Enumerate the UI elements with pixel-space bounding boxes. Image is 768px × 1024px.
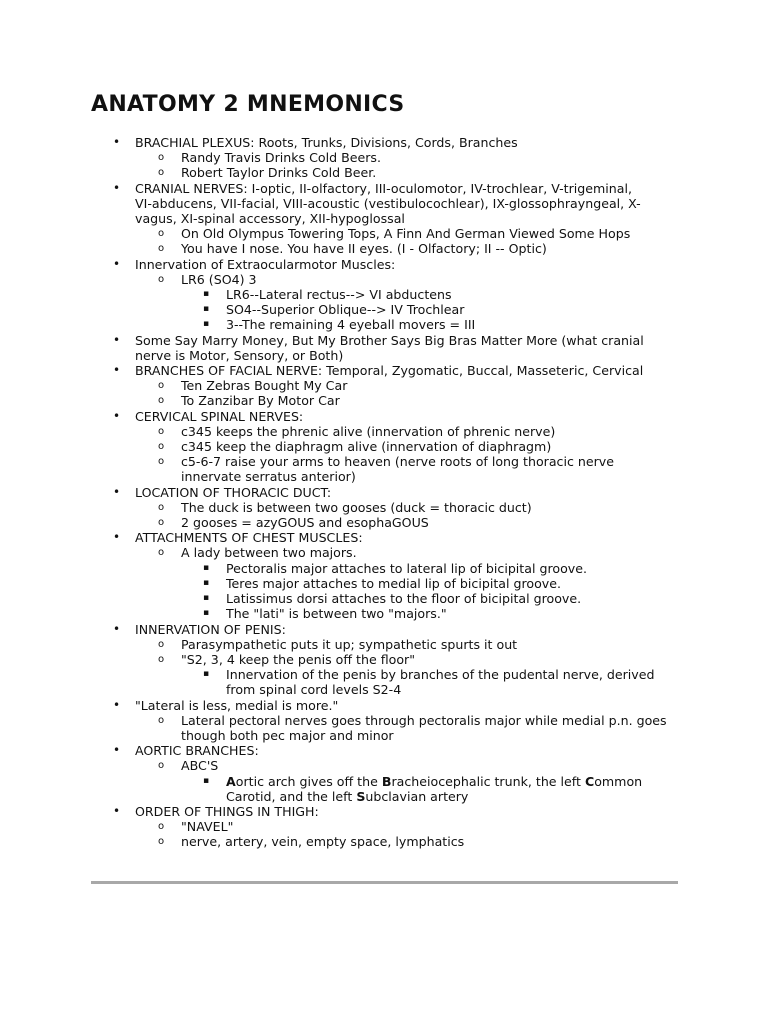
list-item-level-3: [0, 287, 768, 302]
bullet-marker: •: [113, 484, 121, 499]
bullet-marker: •: [113, 408, 121, 423]
list-item-text: 2 gooses = azyGOUS and esophaGOUS: [181, 515, 429, 531]
bullet-marker: o: [158, 152, 165, 164]
list-item-level-3: [0, 667, 768, 682]
bullet-marker: •: [113, 332, 121, 347]
bullet-marker: •: [113, 621, 121, 636]
bullet-marker: ▪: [203, 304, 210, 315]
bullet-marker: o: [158, 501, 165, 513]
list-item-continuation: [0, 348, 768, 363]
list-item-text: c345 keeps the phrenic alive (innervation of phrenic nerve): [181, 423, 556, 439]
list-item-text: nerve is Motor, Sensory, or Both): [135, 347, 344, 363]
bullet-marker: •: [113, 363, 121, 378]
list-item-level-1: [0, 530, 768, 545]
mnemonics-list: [0, 135, 768, 850]
list-item-level-2: [0, 439, 768, 454]
list-item-level-2: [0, 819, 768, 834]
list-item-text: ATTACHMENTS OF CHEST MUSCLES:: [135, 530, 363, 546]
list-item-text: BRANCHES OF FACIAL NERVE: Temporal, Zygomatic, Buccal, Masseteric, Cervical: [135, 363, 644, 379]
list-item-text: ABC'S: [181, 758, 219, 774]
list-item-level-1: [0, 363, 768, 378]
list-item-level-2: [0, 150, 768, 165]
list-item-text: CERVICAL SPINAL NERVES:: [135, 408, 304, 424]
list-item-level-2: [0, 241, 768, 256]
text-segment: Carotid, and the left: [226, 788, 357, 804]
list-item-text: BRACHIAL PLEXUS: Roots, Trunks, Divisions, Cords, Branches: [135, 135, 518, 150]
list-item-level-3: [0, 561, 768, 576]
bullet-marker: o: [158, 441, 165, 453]
list-item-level-2: [0, 378, 768, 393]
list-item-continuation: [0, 211, 768, 226]
list-item-level-3: [0, 302, 768, 317]
list-item-continuation: [0, 682, 768, 697]
list-item-level-2: [0, 637, 768, 652]
bullet-marker: ▪: [203, 319, 210, 330]
list-item-level-1: [0, 409, 768, 424]
list-item-text: To Zanzibar By Motor Car: [181, 393, 340, 409]
list-item-level-1: [0, 743, 768, 758]
list-item-level-1: [0, 485, 768, 500]
bullet-marker: •: [113, 743, 121, 758]
bullet-marker: o: [158, 228, 165, 240]
list-item-level-1: [0, 333, 768, 348]
list-item-text: [226, 789, 468, 804]
bullet-marker: ▪: [203, 562, 210, 573]
list-item-text: LR6--Lateral rectus--> VI abductens: [226, 287, 452, 303]
list-item-level-2: [0, 515, 768, 530]
bold-initial: B: [381, 773, 392, 789]
list-item-text: [226, 774, 642, 789]
list-item-text: Robert Taylor Drinks Cold Beer.: [181, 165, 377, 181]
list-item-text: Innervation of the penis by branches of the pudental nerve, derived: [226, 667, 655, 683]
list-item-level-2: [0, 500, 768, 515]
list-item-level-2: [0, 834, 768, 849]
list-item-text: innervate serratus anterior): [181, 469, 356, 485]
bullet-marker: ▪: [203, 593, 210, 604]
bullet-marker: ▪: [203, 608, 210, 619]
list-item-text: Some Say Marry Money, But My Brother Says Big Bras Matter More (what cranial: [135, 332, 644, 348]
list-item-level-2: [0, 226, 768, 241]
list-item-text: Lateral pectoral nerves goes through pectoralis major while medial p.n. goes: [181, 712, 667, 728]
bullet-marker: o: [158, 714, 165, 726]
bullet-marker: o: [158, 243, 165, 255]
bullet-marker: o: [158, 547, 165, 559]
list-item-level-2: [0, 454, 768, 469]
list-item-text: "NAVEL": [181, 819, 234, 835]
bullet-marker: o: [158, 425, 165, 437]
list-item-text: "Lateral is less, medial is more.": [135, 697, 339, 713]
text-segment: racheiocephalic trunk, the left: [391, 773, 585, 789]
bold-initial: A: [226, 773, 236, 789]
list-item-text: Innervation of Extraocularmotor Muscles:: [135, 256, 396, 272]
list-item-level-3: [0, 576, 768, 591]
list-item-text: Ten Zebras Bought My Car: [181, 378, 348, 394]
list-item-level-2: [0, 713, 768, 728]
list-item-text: CRANIAL NERVES: I-optic, II-olfactory, III-oculomotor, IV-trochlear, V-trigeminal,: [135, 180, 633, 196]
list-item-level-3: [0, 606, 768, 621]
bold-initial: S: [356, 788, 366, 804]
bullet-marker: o: [158, 653, 165, 665]
bullet-marker: o: [158, 760, 165, 772]
list-item-text: vagus, XI-spinal accessory, XII-hypoglossal: [135, 211, 405, 227]
list-item-text: A lady between two majors.: [181, 545, 357, 561]
list-item-level-3: [0, 774, 768, 789]
bullet-marker: ▪: [203, 669, 210, 680]
bold-initial: C: [584, 773, 595, 789]
bullet-marker: o: [158, 638, 165, 650]
list-item-text: The "lati" is between two "majors.": [226, 606, 447, 622]
bullet-marker: o: [158, 167, 165, 179]
list-item-level-1: [0, 622, 768, 637]
bullet-marker: •: [113, 697, 121, 712]
list-item-level-1: [0, 181, 768, 196]
list-item-text: VI-abducens, VII-facial, VIII-acoustic (vestibulocochlear), IX-glossophrayngeal, X-: [135, 195, 641, 211]
text-segment: ubclavian artery: [365, 788, 469, 804]
list-item-level-1: [0, 257, 768, 272]
list-item-level-2: [0, 272, 768, 287]
list-item-continuation: [0, 728, 768, 743]
list-item-text: Latissimus dorsi attaches to the floor of bicipital groove.: [226, 591, 582, 607]
list-item-text: LOCATION OF THORACIC DUCT:: [135, 484, 332, 500]
list-item-text: "S2, 3, 4 keep the penis off the floor": [181, 651, 416, 667]
list-item-level-2: [0, 165, 768, 180]
list-item-continuation: [0, 789, 768, 804]
list-item-text: ORDER OF THINGS IN THIGH:: [135, 803, 319, 819]
list-item-text: AORTIC BRANCHES:: [135, 743, 259, 759]
list-item-level-2: [0, 545, 768, 560]
list-item-text: On Old Olympus Towering Tops, A Finn And German Viewed Some Hops: [181, 226, 631, 242]
list-item-text: SO4--Superior Oblique--> IV Trochlear: [226, 302, 465, 318]
bullet-marker: o: [158, 395, 165, 407]
list-item-text: Pectoralis major attaches to lateral lip of bicipital groove.: [226, 560, 587, 576]
list-item-text: nerve, artery, vein, empty space, lymphatics: [181, 834, 465, 850]
list-item-text: LR6 (SO4) 3: [181, 271, 257, 287]
bullet-marker: o: [158, 517, 165, 529]
text-segment: ortic arch gives off the: [235, 773, 382, 789]
list-item-level-1: [0, 804, 768, 819]
list-item-text: You have I nose. You have II eyes. (I - Olfactory; II -- Optic): [181, 241, 547, 257]
list-item-continuation: [0, 196, 768, 211]
list-item-text: INNERVATION OF PENIS:: [135, 621, 286, 637]
bullet-marker: •: [113, 135, 121, 149]
bullet-marker: o: [158, 380, 165, 392]
list-item-text: Parasympathetic puts it up; sympathetic spurts it out: [181, 636, 518, 652]
list-item-level-2: [0, 393, 768, 408]
list-item-text: from spinal cord levels S2-4: [226, 682, 402, 698]
list-item-level-1: [0, 698, 768, 713]
bullet-marker: o: [158, 836, 165, 848]
list-item-text: c5-6-7 raise your arms to heaven (nerve roots of long thoracic nerve: [181, 454, 615, 470]
bullet-marker: o: [158, 821, 165, 833]
bullet-marker: ▪: [203, 289, 210, 300]
list-item-text: Teres major attaches to medial lip of bicipital groove.: [226, 575, 561, 591]
list-item-text: Randy Travis Drinks Cold Beers.: [181, 150, 381, 166]
bullet-marker: •: [113, 803, 121, 818]
horizontal-rule: [91, 881, 678, 884]
bullet-marker: ▪: [203, 577, 210, 588]
text-segment: ommon: [594, 773, 643, 789]
list-item-level-2: [0, 652, 768, 667]
page-title: ANATOMY 2 MNEMONICS: [91, 92, 405, 117]
list-item-level-1: [0, 135, 768, 150]
bullet-marker: o: [158, 456, 165, 468]
list-item-text: The duck is between two gooses (duck = thoracic duct): [181, 499, 532, 515]
list-item-text: 3--The remaining 4 eyeball movers = III: [226, 317, 476, 333]
bullet-marker: •: [113, 180, 121, 195]
list-item-level-3: [0, 591, 768, 606]
bullet-marker: •: [113, 256, 121, 271]
bullet-marker: •: [113, 530, 121, 545]
bullet-marker: o: [158, 273, 165, 285]
bullet-marker: ▪: [203, 775, 210, 786]
list-item-level-2: [0, 424, 768, 439]
list-item-continuation: [0, 469, 768, 484]
list-item-level-3: [0, 317, 768, 332]
list-item-text: c345 keep the diaphragm alive (innervation of diaphragm): [181, 439, 552, 455]
list-item-text: though both pec major and minor: [181, 727, 394, 743]
list-item-level-2: [0, 758, 768, 773]
